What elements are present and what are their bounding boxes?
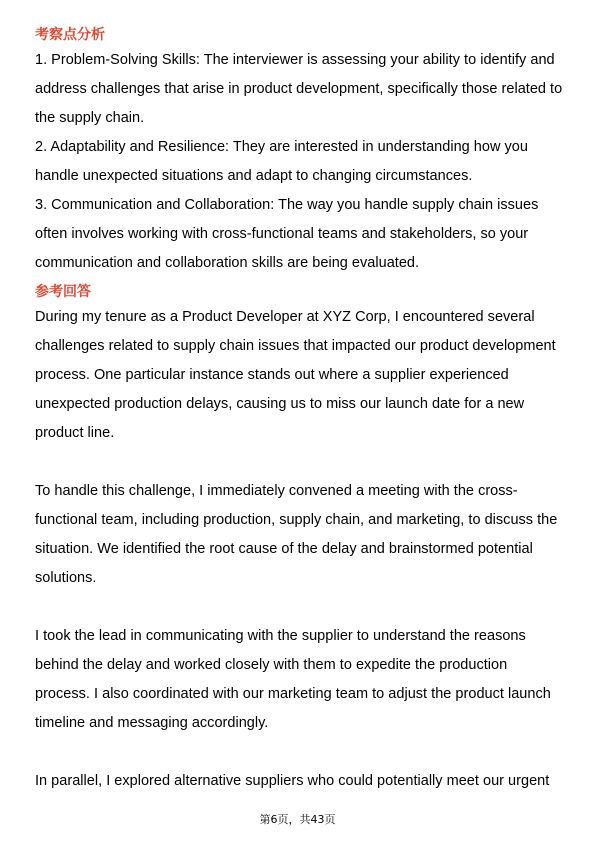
analysis-point: 1. Problem-Solving Skills: The interviewer is assessing your ability to identify and address challenges that arise in product development, specifically those related to the supply chain. <box>35 52 563 126</box>
paragraph-spacer <box>35 448 565 477</box>
analysis-points-list <box>35 46 565 278</box>
analysis-point: 3. Communication and Collaboration: The way you handle supply chain issues often involves working with cross-functional teams and stakeholders, so your communication and collaboration skills are being evaluated. <box>35 197 539 271</box>
analysis-point: 2. Adaptability and Resilience: They are interested in understanding how you handle unexpected situations and adapt to changing circumstances. <box>35 139 528 184</box>
answer-paragraph: To handle this challenge, I immediately convened a meeting with the cross-functional team, including production, supply chain, and marketing, to discuss the situation. We identified the root cause of the delay and brainstormed potential solutions. <box>35 483 558 586</box>
document-page <box>35 24 565 796</box>
answer-paragraph: In parallel, I explored alternative suppliers who could potentially meet our urgent <box>35 773 550 789</box>
answer-heading: 参考回答 <box>35 284 91 300</box>
page-number-footer: 第6页，共43页 <box>259 813 336 826</box>
answer-paragraph: During my tenure as a Product Developer at XYZ Corp, I encountered several challenges related to supply chain issues that impacted our product development process. One particular instance stands out where a supplier experienced unexpected production delays, causing us to miss our launch date for a new product line. <box>35 309 556 441</box>
paragraph-spacer <box>35 738 565 767</box>
paragraph-spacer <box>35 593 565 622</box>
answer-body <box>35 303 565 796</box>
answer-paragraph: I took the lead in communicating with the supplier to understand the reasons behind the delay and worked closely with them to expedite the production process. I also coordinated with our marketing team to adjust the product launch timeline and messaging accordingly. <box>35 628 551 731</box>
analysis-heading: 考察点分析 <box>35 27 105 43</box>
